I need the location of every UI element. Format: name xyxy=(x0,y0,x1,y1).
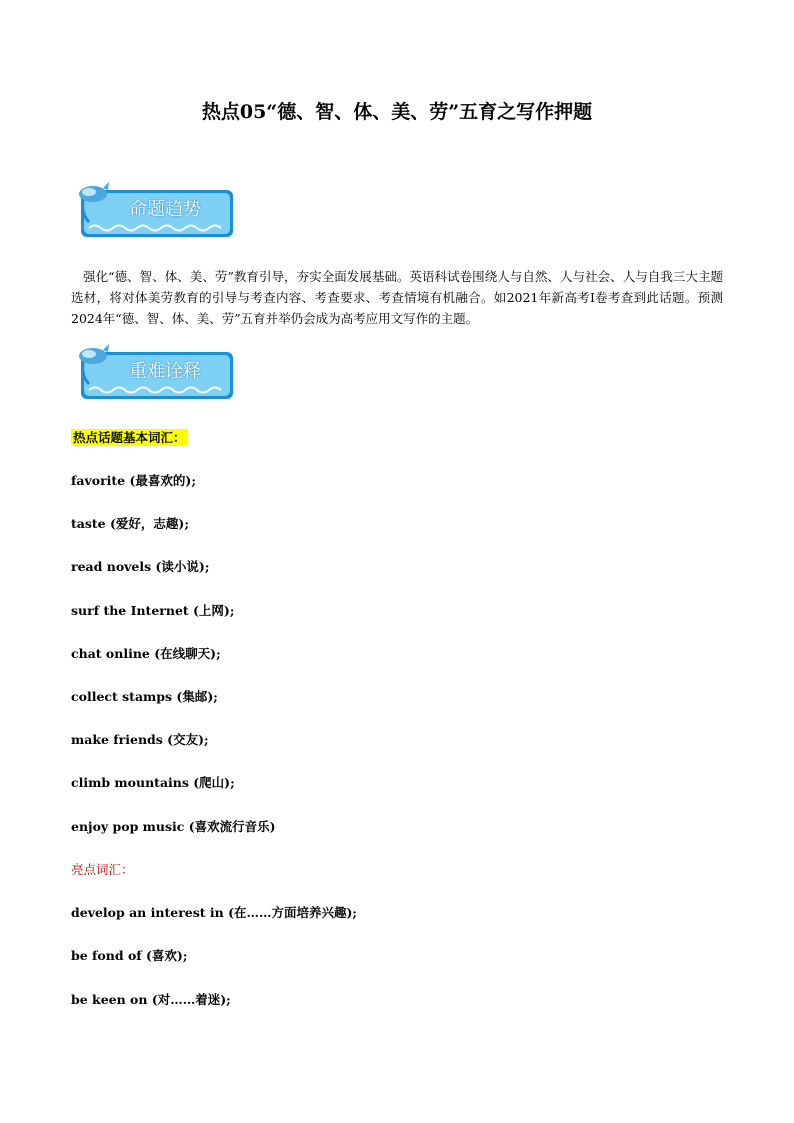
vocab-item: collect stamps (集邮); xyxy=(71,689,218,704)
section-badge-explain xyxy=(77,342,235,402)
vocab-item: be keen on (对……着迷); xyxy=(71,992,231,1007)
vocab-item: chat online (在线聊天); xyxy=(71,646,221,661)
vocab-item: surf the Internet (上网); xyxy=(71,603,235,618)
section-badge-trend xyxy=(77,180,235,240)
vocab-item: taste (爱好，志趣); xyxy=(71,516,189,531)
vocab-item: be fond of (喜欢); xyxy=(71,948,188,963)
vocab-item: develop an interest in (在……方面培养兴趣); xyxy=(71,905,358,920)
vocab-item: favorite (最喜欢的); xyxy=(71,473,196,488)
section-heading-highlight: 亮点词汇： xyxy=(71,862,134,877)
badge-label: 命题趋势 xyxy=(129,199,201,220)
intro-paragraph: 强化“德、智、体、美、劳”教育引导，夯实全面发展基础。英语科试卷围绕人与自然、人与社会、人与自我三大主题选材，将对体美劳教育的引导与考查内容、考查要求、考查情境有机融合。如2021年新高考I卷考查到此话题。预测2024年“德、智、体、美、劳”五育并举仍会成为高考应用文写作的主题。 xyxy=(71,269,723,326)
vocab-item: read novels (读小说); xyxy=(71,559,210,574)
vocab-item: make friends (交友); xyxy=(71,732,209,747)
page-title: 热点05“德、智、体、美、劳”五育之写作押题 xyxy=(201,101,593,123)
vocab-item: climb mountains (爬山); xyxy=(71,775,235,790)
vocab-item: enjoy pop music (喜欢流行音乐) xyxy=(71,819,276,834)
section-heading-basic: 热点话题基本词汇： xyxy=(73,430,186,445)
badge-label: 重难诠释 xyxy=(129,361,201,382)
